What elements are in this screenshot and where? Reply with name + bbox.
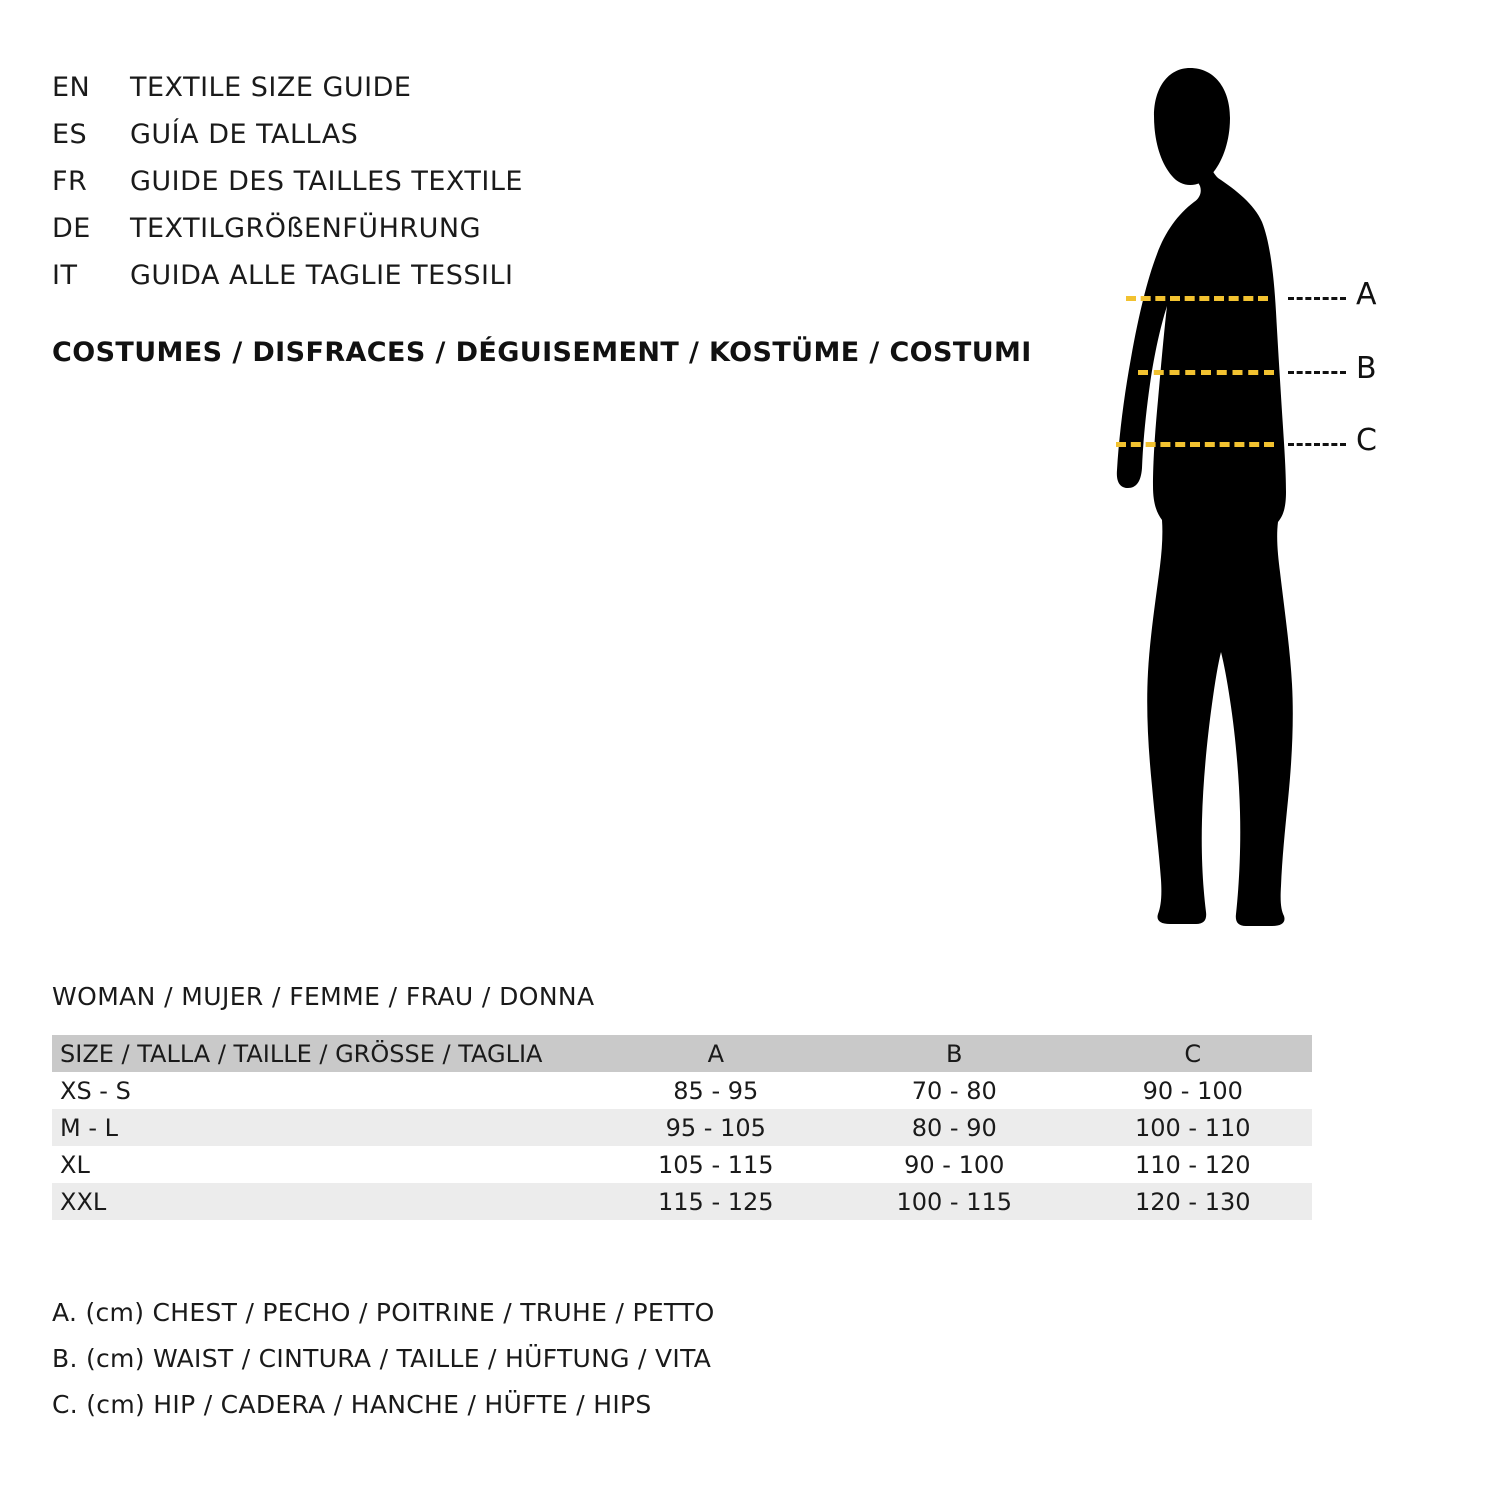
table-header-row [52,1035,1312,1072]
marker-label-c: C [1356,423,1377,458]
language-code: ES [52,119,88,150]
cell-size: M - L [60,1113,118,1142]
cell-hip: 120 - 130 [1134,1187,1251,1216]
cell-waist: 70 - 80 [911,1076,997,1105]
hip-measure-line [1116,442,1274,447]
size-table-body [52,1072,1312,1220]
costumes-subtitle: COSTUMES / DISFRACES / DÉGUISEMENT / KOSTÜME / COSTUMI [52,337,1032,368]
language-code: IT [52,260,78,291]
measurement-legend [52,1290,715,1428]
cell-size: XS - S [60,1076,131,1105]
column-header-a: A [707,1039,724,1068]
cell-hip: 110 - 120 [1134,1150,1251,1179]
waist-leader-line [1288,371,1346,374]
language-code: FR [52,166,88,197]
table-row [52,1109,1312,1146]
marker-label-a: A [1356,277,1377,312]
cell-chest: 85 - 95 [673,1076,759,1105]
language-text: TEXTILE SIZE GUIDE [130,72,412,103]
language-row [52,72,1052,119]
legend-line-a: A. (cm) CHEST / PECHO / POITRINE / TRUHE / PETTO [52,1298,715,1327]
woman-silhouette [1040,60,1340,940]
cell-size: XXL [60,1187,107,1216]
language-text: GUIDA ALLE TAGLIE TESSILI [130,260,514,291]
language-code: DE [52,213,91,244]
cell-waist: 80 - 90 [911,1113,997,1142]
table-row [52,1183,1312,1220]
language-text: TEXTILGRÖßENFÜHRUNG [130,213,482,244]
language-header-block [52,72,1052,307]
chest-leader-line [1288,297,1346,300]
table-row [52,1072,1312,1109]
cell-chest: 95 - 105 [665,1113,766,1142]
cell-size: XL [60,1150,90,1179]
hip-leader-line [1288,443,1346,446]
cell-hip: 90 - 100 [1142,1076,1243,1105]
column-header-b: B [946,1039,963,1068]
table-section-title: WOMAN / MUJER / FEMME / FRAU / DONNA [52,982,595,1011]
cell-waist: 100 - 115 [896,1187,1013,1216]
legend-line-c: C. (cm) HIP / CADERA / HANCHE / HÜFTE / HIPS [52,1390,652,1419]
language-text: GUÍA DE TALLAS [130,119,359,150]
column-header-size: SIZE / TALLA / TAILLE / GRÖSSE / TAGLIA [60,1039,543,1068]
language-code: EN [52,72,91,103]
cell-chest: 115 - 125 [658,1187,774,1216]
language-row [52,260,1052,307]
cell-chest: 105 - 115 [658,1150,774,1179]
waist-measure-line [1138,370,1274,375]
language-row [52,119,1052,166]
size-table-header [52,1035,1312,1072]
language-text: GUIDE DES TAILLES TEXTILE [130,166,523,197]
chest-measure-line [1126,296,1268,301]
marker-label-b: B [1356,351,1377,386]
legend-line-b: B. (cm) WAIST / CINTURA / TAILLE / HÜFTUNG / VITA [52,1344,712,1373]
figure-area [1040,60,1460,940]
table-row [52,1146,1312,1183]
size-table [52,1035,1312,1220]
column-header-c: C [1184,1039,1202,1068]
cell-waist: 90 - 100 [904,1150,1005,1179]
language-row [52,213,1052,260]
language-row [52,166,1052,213]
cell-hip: 100 - 110 [1134,1113,1251,1142]
